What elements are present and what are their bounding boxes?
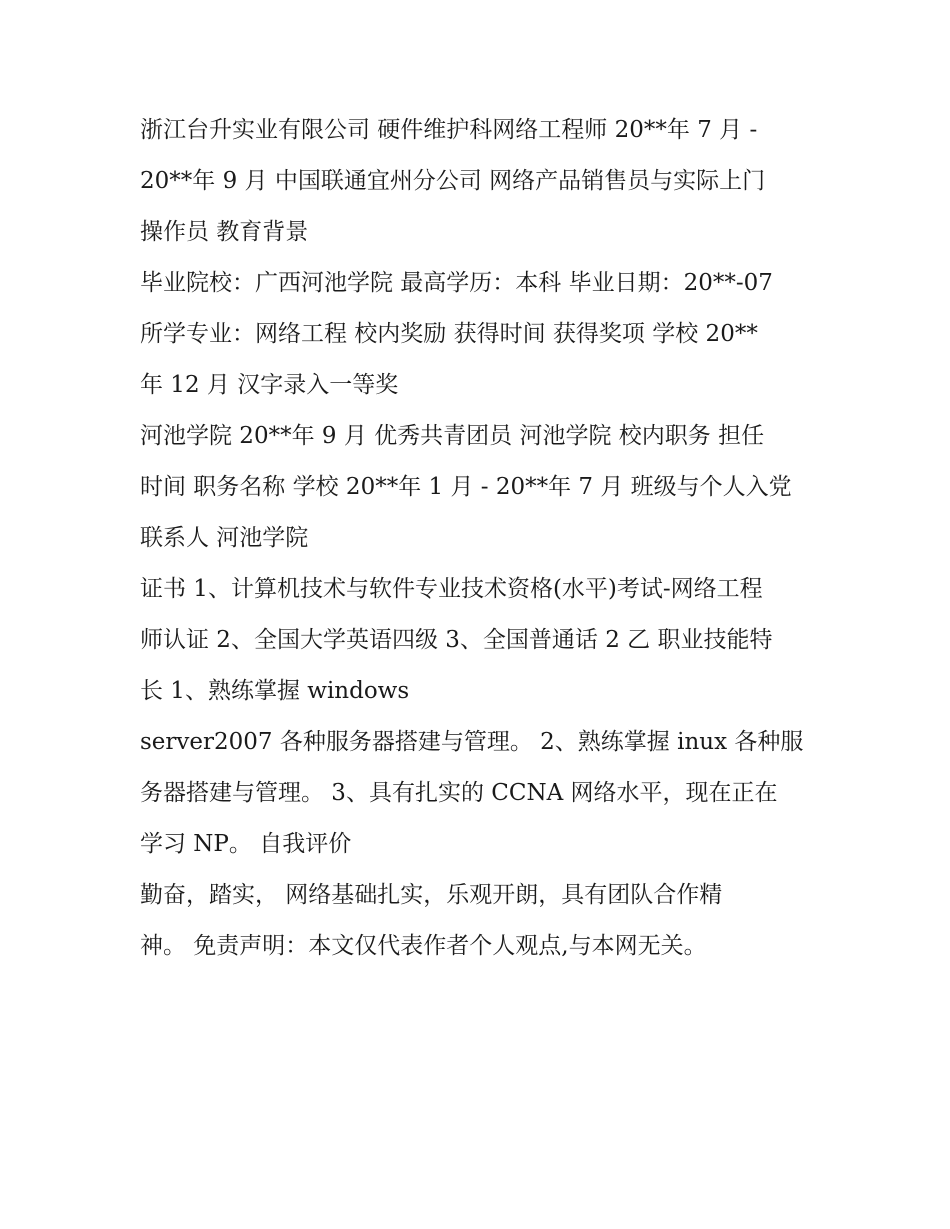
text-line: 神。 免责声明：本文仅代表作者个人观点,与本网无关。 bbox=[140, 933, 707, 959]
text-line: server2007 各种服务器搭建与管理。 2、熟练掌握 inux 各种服 bbox=[140, 729, 804, 755]
text-line: 证书 1、计算机技术与软件专业技术资格(水平)考试-网络工程 bbox=[140, 576, 763, 602]
text-line: 操作员 教育背景 bbox=[140, 219, 309, 245]
text-line: 所学专业：网络工程 校内奖励 获得时间 获得奖项 学校 20** bbox=[140, 321, 758, 347]
text-line: 年 12 月 汉字录入一等奖 bbox=[140, 372, 399, 398]
text-line: 联系人 河池学院 bbox=[140, 525, 309, 551]
text-line: 20**年 9 月 中国联通宜州分公司 网络产品销售员与实际上门 bbox=[140, 168, 766, 194]
text-line: 长 1、熟练掌握 windows bbox=[140, 678, 410, 704]
text-line: 勤奋，踏实， 网络基础扎实，乐观开朗，具有团队合作精 bbox=[140, 882, 723, 908]
text-line: 学习 NP。 自我评价 bbox=[140, 831, 352, 857]
text-line: 毕业院校：广西河池学院 最高学历：本科 毕业日期：20**-07 bbox=[140, 270, 773, 296]
text-line: 师认证 2、全国大学英语四级 3、全国普通话 2 乙 职业技能特 bbox=[140, 627, 773, 653]
text-line: 河池学院 20**年 9 月 优秀共青团员 河池学院 校内职务 担任 bbox=[140, 423, 765, 449]
document-body bbox=[140, 105, 820, 972]
text-line: 浙江台升实业有限公司 硬件维护科网络工程师 20**年 7 月 - bbox=[140, 117, 758, 143]
text-line: 务器搭建与管理。 3、具有扎实的 CCNA 网络水平，现在正在 bbox=[140, 780, 778, 806]
text-line: 时间 职务名称 学校 20**年 1 月 - 20**年 7 月 班级与个人入党 bbox=[140, 474, 792, 500]
